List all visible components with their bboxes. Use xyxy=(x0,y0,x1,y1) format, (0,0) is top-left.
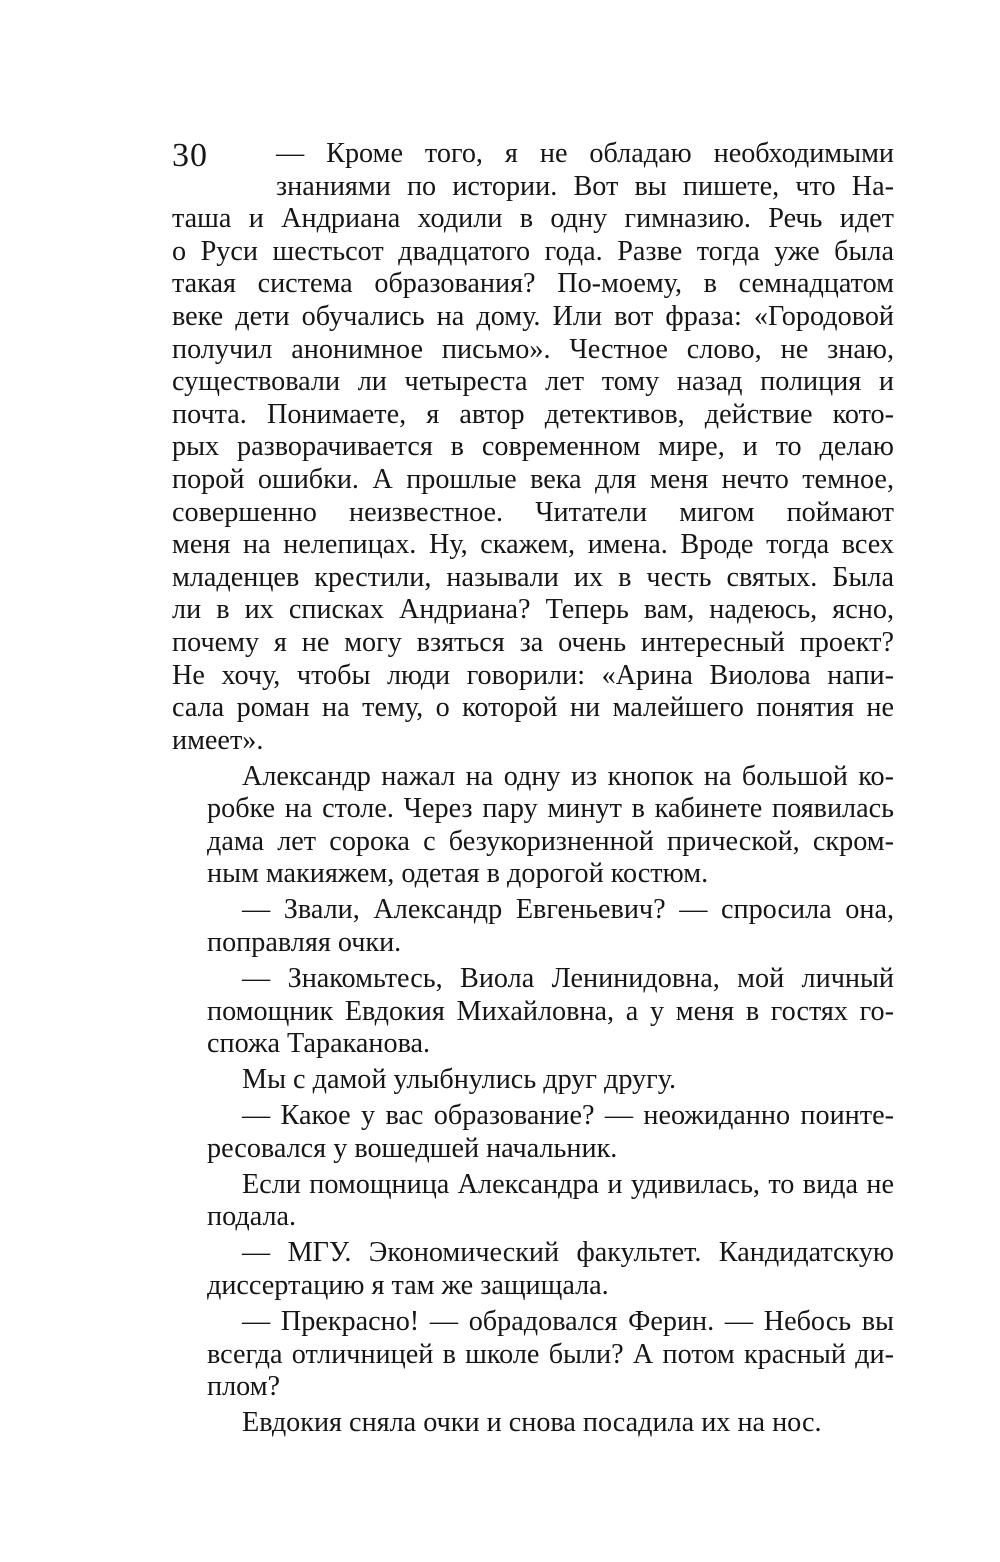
text-line: такая система образования? По-моему, в семнадцатом xyxy=(172,268,894,300)
paragraph-4 xyxy=(172,963,894,1061)
text-line: о Руси шестьсот двадцатого года. Разве тогда уже была xyxy=(172,235,894,267)
text-line: сала роман на тему, о которой ни малейшего понятия не xyxy=(172,692,894,724)
text-line: меня на нелепицах. Ну, скажем, имена. Вроде тогда всех xyxy=(172,529,894,561)
text-line: робке на столе. Через пару минут в кабинете появилась xyxy=(207,793,894,825)
text-line: младенцев крестили, называли их в честь святых. Была xyxy=(172,561,894,593)
paragraph-7 xyxy=(172,1169,894,1234)
text-line: почта. Понимаете, я автор детективов, действие кото- xyxy=(172,398,894,430)
text-line: Мы с дамой улыбнулись друг другу. xyxy=(242,1064,677,1096)
text-line: — Знакомьтесь, Виола Ленинидовна, мой личный xyxy=(242,963,894,995)
page-number: 30 xyxy=(172,137,208,174)
text-line: — Кроме того, я не обладаю необходимыми xyxy=(276,138,894,169)
text-line: подала. xyxy=(207,1201,297,1233)
text-line: Если помощница Александра и удивилась, то вида не xyxy=(242,1168,894,1200)
text-line: всегда отличницей в школе были? А потом красный ди- xyxy=(207,1338,894,1370)
text-line: — Звали, Александр Евгеньевич? — спросила она, xyxy=(242,894,894,926)
text-line: Евдокия сняла очки и снова посадила их на нос. xyxy=(242,1407,822,1439)
paragraph-1 xyxy=(172,138,894,757)
text-line: получил анонимное письмо». Честное слово, не знаю, xyxy=(172,333,894,365)
paragraph-10 xyxy=(172,1407,894,1440)
paragraph-6 xyxy=(172,1100,894,1165)
text-line: ли в их списках Андриана? Теперь вам, надеюсь, ясно, xyxy=(172,594,894,626)
paragraph-8 xyxy=(172,1237,894,1302)
text-line: почему я не могу взяться за очень интересный проект? xyxy=(172,626,894,658)
paragraph-3 xyxy=(172,894,894,959)
text-line: диссертацию я там же защищала. xyxy=(207,1269,609,1301)
text-line: дама лет сорока с безукоризненной прической, скром- xyxy=(207,825,894,857)
text-line: ным макияжем, одетая в дорогой костюм. xyxy=(207,858,709,890)
paragraph-9 xyxy=(172,1306,894,1404)
text-line: — Прекрасно! — обрадовался Ферин. — Небось вы xyxy=(242,1305,894,1337)
text-line: Александр нажал на одну из кнопок на большой ко- xyxy=(242,760,894,792)
text-line: помощник Евдокия Михайловна, а у меня в гостях го- xyxy=(207,995,894,1027)
text-line: знаниями по истории. Вот вы пишете, что На- xyxy=(276,170,894,202)
paragraph-2 xyxy=(172,761,894,891)
text-line: — Какое у вас образование? — неожиданно поинте- xyxy=(242,1100,894,1132)
text-line: веке дети обучались на дому. Или вот фраза: «Городовой xyxy=(172,300,894,332)
text-line: имеет». xyxy=(172,724,264,756)
paragraph-5 xyxy=(172,1064,894,1097)
text-line: таша и Андриана ходили в одну гимназию. Речь идет xyxy=(172,203,894,235)
text-line: Не хочу, чтобы люди говорили: «Арина Виолова напи- xyxy=(172,659,894,691)
text-line: поправляя очки. xyxy=(207,927,402,959)
text-line: плом? xyxy=(207,1371,281,1403)
text-line: ресовался у вошедшей начальник. xyxy=(207,1132,618,1164)
body-text xyxy=(172,138,894,1443)
text-line: существовали ли четыреста лет тому назад полиция и xyxy=(172,366,894,398)
text-line: рых разворачивается в современном мире, и то делаю xyxy=(172,431,894,463)
text-line: спожа Тараканова. xyxy=(207,1028,431,1060)
text-line: — МГУ. Экономический факультет. Кандидатскую xyxy=(242,1237,894,1269)
text-line: порой ошибки. А прошлые века для меня нечто темное, xyxy=(172,463,894,495)
text-line: совершенно неизвестное. Читатели мигом поймают xyxy=(172,496,894,528)
